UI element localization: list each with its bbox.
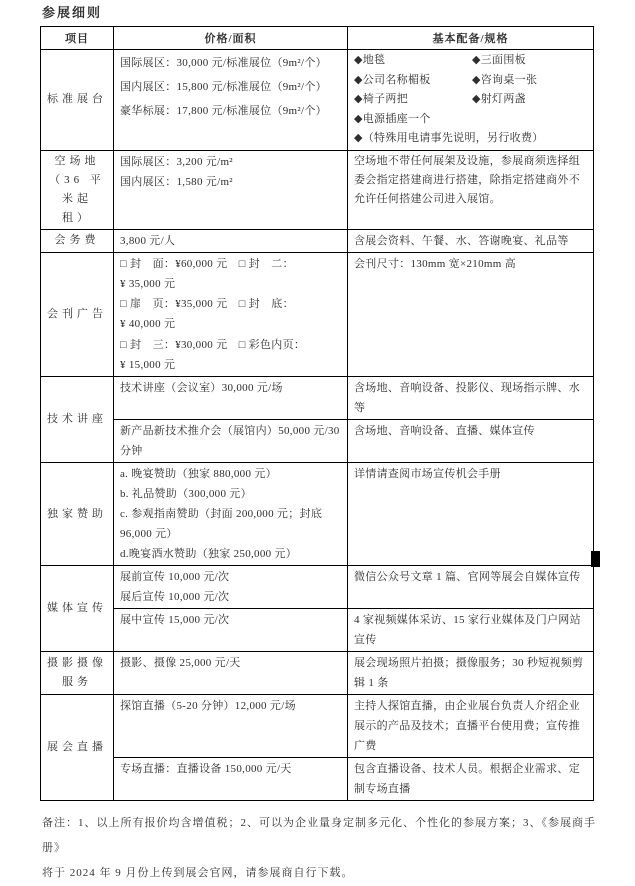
equipment-item: ◆（特殊用电请事先说明，另行收费）	[354, 132, 544, 144]
table-row-tech-lecture-b	[41, 420, 594, 463]
sponsor-option-line: c. 参观指南赞助（封面 200,000 元；封底 96,000 元）	[120, 508, 323, 541]
remarks-line: 备注：1、以上所有报价均含增值税；2、可以为企业量身定制多元化、个性化的参展方案；3、《参展商手册》	[42, 817, 596, 855]
document-page	[40, 2, 600, 886]
exhibition-details-table	[40, 26, 594, 801]
item-line: （36 平米起	[49, 173, 105, 205]
ad-option-line: ¥ 35,000 元	[120, 277, 176, 290]
spec-cell-photo-video: 展会现场照片拍摄；摄像服务；30 秒短视频剪辑 1 条	[348, 652, 594, 695]
price-line: 国内展区：15,800 元/标准展位（9m²/个）	[120, 81, 327, 93]
price-cell-tech-lecture-b: 新产品新技术推介会（展馆内）50,000 元/30 分钟	[114, 420, 348, 463]
spec-cell-conference-fee: 含展会资料、午餐、水、答谢晚宴、礼品等	[348, 229, 594, 252]
table-header-row	[41, 27, 594, 50]
price-cell-journal-ad	[114, 252, 348, 377]
price-cell-media-promo-b: 展中宣传 15,000 元/次	[114, 609, 348, 652]
price-cell-live-stream-a: 探馆直播（5-20 分钟）12,000 元/场	[114, 695, 348, 758]
item-cell-standard-booth: 标准展台	[41, 50, 114, 151]
equipment-line	[354, 90, 587, 110]
equipment-item: ◆地毯	[354, 54, 386, 66]
price-line: 展前宣传 10,000 元/次	[120, 571, 230, 584]
item-cell-empty-space	[41, 150, 114, 229]
price-line: 国内展区：1,580 元/m²	[120, 175, 233, 188]
spec-cell-tech-lecture-b: 含场地、音响设备、直播、媒体宣传	[348, 420, 594, 463]
spec-cell-exclusive-sponsor: 详情请查阅市场宣传机会手册	[348, 463, 594, 566]
item-cell-media-promo: 媒体宣传	[41, 566, 114, 652]
price-cell-exclusive-sponsor	[114, 463, 348, 566]
table-row-standard-booth	[41, 50, 594, 151]
item-cell-journal-ad: 会刊广告	[41, 252, 114, 377]
table-row-media-promo-a	[41, 566, 594, 609]
sponsor-option-line: b. 礼品赞助（300,000 元）	[120, 488, 252, 501]
sponsor-option-line: d.晚宴酒水赞助（独家 250,000 元）	[120, 548, 298, 561]
price-cell-photo-video: 摄影、摄像 25,000 元/天	[114, 652, 348, 695]
price-cell-tech-lecture-a: 技术讲座（会议室）30,000 元/场	[114, 377, 348, 420]
price-cell-conference-fee: 3,800 元/人	[114, 229, 348, 252]
remarks-line: 将于 2024 年 9 月份上传到展会官网，请参展商自行下载。	[42, 867, 354, 880]
price-cell-live-stream-b: 专场直播：直播设备 150,000 元/天	[114, 758, 348, 801]
scan-artifact-mark	[591, 551, 600, 567]
item-cell-tech-lecture: 技术讲座	[41, 377, 114, 463]
equipment-item: ◆电源插座一个	[354, 112, 431, 125]
price-cell-standard-booth	[114, 50, 348, 151]
table-row-empty-space	[41, 150, 594, 229]
table-row-live-stream-a	[41, 695, 594, 758]
table-row-tech-lecture-a	[41, 377, 594, 420]
equipment-line	[354, 71, 587, 91]
equipment-item: ◆椅子两把	[354, 93, 408, 105]
price-line: 展后宣传 10,000 元/次	[120, 591, 230, 604]
equipment-item: ◆公司名称楣板	[354, 73, 431, 86]
table-row-exclusive-sponsor	[41, 463, 594, 566]
item-cell-exclusive-sponsor: 独家赞助	[41, 463, 114, 566]
page-title: 参展细则	[42, 5, 103, 20]
header-item: 项目	[41, 27, 114, 50]
table-row-media-promo-b	[41, 609, 594, 652]
price-cell-media-promo-a	[114, 566, 348, 609]
spec-cell-media-promo-a: 微信公众号文章 1 篇、官网等展会自媒体宣传	[348, 566, 594, 609]
equipment-item: ◆射灯两盏	[472, 93, 526, 105]
spec-cell-tech-lecture-a: 含场地、音响设备、投影仪、现场指示牌、水等	[348, 377, 594, 420]
item-cell-conference-fee: 会务费	[41, 229, 114, 252]
table-row-live-stream-b	[41, 758, 594, 801]
header-price: 价格/面积	[114, 27, 348, 50]
spec-cell-live-stream-b: 包含直播设备、技术人员。根据企业需求、定制专场直播	[348, 758, 594, 801]
item-line: 租）	[62, 211, 92, 224]
equipment-line	[354, 51, 587, 71]
price-line: 豪华标展：17,800 元/标准展位（9m²/个）	[120, 105, 327, 117]
table-row-journal-ad	[41, 252, 594, 377]
spec-cell-standard-booth	[348, 50, 594, 151]
header-spec: 基本配备/规格	[348, 27, 594, 50]
price-cell-empty-space	[114, 150, 348, 229]
item-line: 空场地	[54, 154, 100, 167]
equipment-item: ◆三面围板	[472, 54, 526, 66]
ad-option-line: ¥ 15,000 元	[120, 358, 176, 371]
spec-cell-journal-ad: 会刊尺寸：130mm 宽×210mm 高	[348, 252, 594, 377]
table-row-conference-fee	[41, 229, 594, 252]
ad-option-line: □ 扉 页：¥35,000 元 □ 封 底：	[120, 298, 294, 311]
equipment-item: ◆咨询桌一张	[472, 73, 538, 86]
price-line: 国际展区：3,200 元/m²	[120, 155, 233, 168]
sponsor-option-line: a. 晚宴赞助（独家 880,000 元）	[120, 468, 277, 481]
remarks	[40, 811, 600, 886]
price-line: 国际展区：30,000 元/标准展位（9m²/个）	[120, 57, 327, 69]
spec-cell-empty-space: 空场地不带任何展架及设施，参展商须选择组委会指定搭建商进行搭建，除指定搭建商外不允许任何搭建公司进入展馆。	[348, 150, 594, 229]
spec-cell-live-stream-a: 主持人探馆直播，由企业展台负责人介绍企业展示的产品及技术；直播平台使用费；宣传推广费	[348, 695, 594, 758]
item-cell-photo-video: 摄影摄像服务	[41, 652, 114, 695]
ad-option-line: ¥ 40,000 元	[120, 318, 176, 331]
ad-option-line: □ 封 三：¥30,000 元 □ 彩色内页：	[120, 338, 306, 351]
ad-option-line: □ 封 面：¥60,000 元 □ 封 二：	[120, 257, 294, 270]
spec-cell-media-promo-b: 4 家视频媒体采访、15 家行业媒体及门户网站宣传	[348, 609, 594, 652]
item-cell-live-stream: 展会直播	[41, 695, 114, 801]
table-row-photo-video	[41, 652, 594, 695]
